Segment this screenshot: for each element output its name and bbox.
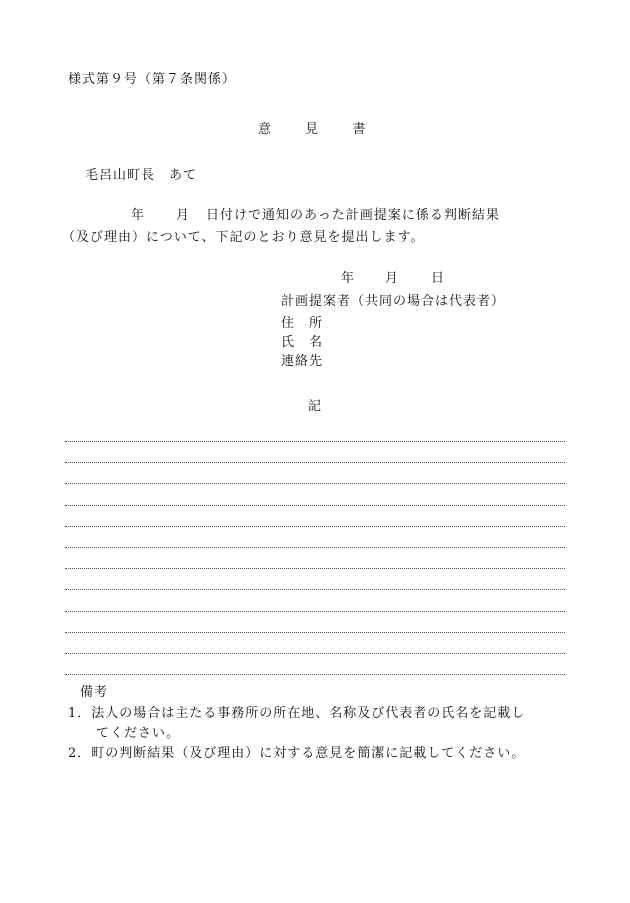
notice-month-label: 月 — [176, 208, 190, 223]
opinion-line — [65, 611, 565, 612]
ki-heading: 記 — [308, 399, 323, 414]
body-line-1-text: 日付けで通知のあった計画提案に係る判断結果 — [206, 208, 500, 223]
opinion-line — [65, 547, 565, 548]
name-label: 氏 名 — [281, 335, 324, 350]
body-line-2: （及び理由）について、下記のとおり意見を提出します。 — [62, 230, 425, 245]
notice-year-label: 年 — [131, 208, 145, 223]
opinion-line — [65, 589, 565, 590]
note-item-1: 1．法人の場合は主たる事務所の所在地、名称及び代表者の氏名を記載し — [68, 706, 526, 721]
note-item-1-continuation: てください。 — [96, 726, 181, 741]
opinion-line — [65, 526, 565, 527]
note-item-2: 2．町の判断結果（及び理由）に対する意見を簡潔に記載してください。 — [68, 746, 526, 761]
proposer-label: 計画提案者（共同の場合は代表者） — [281, 294, 506, 309]
title-char: 見 — [305, 122, 319, 137]
addressee: 毛呂山町長 あて — [85, 168, 198, 183]
address-label: 住 所 — [281, 316, 324, 331]
submission-year-label: 年 — [341, 271, 355, 286]
opinion-line — [65, 674, 565, 675]
title-char: 意 — [258, 122, 272, 137]
contact-label: 連絡先 — [281, 354, 324, 369]
submission-month-label: 月 — [385, 271, 399, 286]
notes-heading: 備考 — [80, 685, 109, 700]
opinion-line — [65, 568, 565, 569]
opinion-line — [65, 483, 565, 484]
opinion-line — [65, 505, 565, 506]
opinion-line — [65, 653, 565, 654]
title-char: 書 — [352, 122, 366, 137]
opinion-line — [65, 632, 565, 633]
document-title — [258, 121, 365, 139]
opinion-line — [65, 441, 565, 442]
form-number: 様式第９号（第７条関係） — [68, 72, 237, 87]
opinion-line — [65, 462, 565, 463]
submission-day-label: 日 — [431, 271, 445, 286]
